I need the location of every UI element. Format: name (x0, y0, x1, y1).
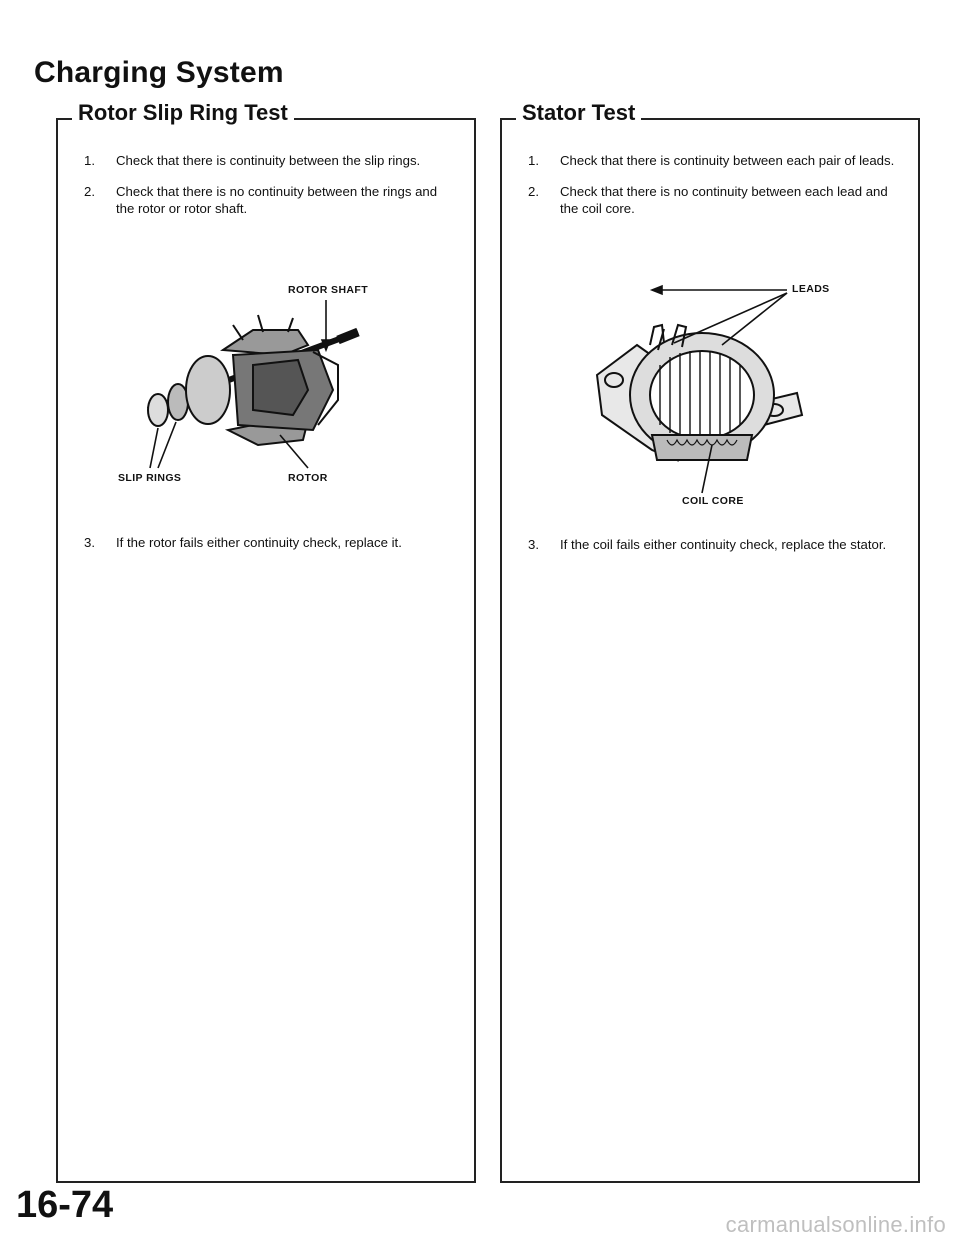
stator-test-panel (500, 100, 920, 1183)
stator-step-3 (528, 536, 900, 553)
rotor-step-2 (84, 183, 456, 217)
step-number: 3. (84, 535, 95, 550)
rotor-shaft-label: ROTOR SHAFT (288, 284, 369, 296)
rotor-step-3 (84, 534, 456, 551)
step-number: 2. (528, 184, 539, 199)
rotor-figure (58, 270, 474, 500)
stator-step-2 (528, 183, 900, 217)
stator-test-heading: Stator Test (516, 100, 641, 126)
stator-illustration (502, 275, 922, 515)
rotor-test-heading: Rotor Slip Ring Test (72, 100, 294, 126)
step-text: Check that there is no continuity between each lead and the coil core. (560, 184, 888, 216)
rotor-test-steps (58, 152, 474, 231)
page-title: Charging System (34, 56, 284, 89)
step-number: 1. (84, 153, 95, 168)
rotor-label: ROTOR (288, 472, 328, 484)
step-text: If the coil fails either continuity check, replace the stator. (560, 537, 887, 552)
step-number: 3. (528, 537, 539, 552)
step-number: 2. (84, 184, 95, 199)
stator-test-steps (502, 152, 918, 231)
stator-figure (502, 275, 918, 515)
watermark: carmanualsonline.info (725, 1212, 946, 1237)
slip-rings-label: SLIP RINGS (118, 472, 182, 484)
rotor-slip-ring-test-panel (56, 100, 476, 1183)
leads-label: LEADS (792, 283, 830, 295)
step-text: Check that there is continuity between each pair of leads. (560, 153, 895, 168)
rotor-step-1 (84, 152, 456, 169)
coil-core-label: COIL CORE (682, 495, 744, 507)
step-text: Check that there is continuity between the slip rings. (116, 153, 421, 168)
step-number: 1. (528, 153, 539, 168)
step-text: If the rotor fails either continuity check, replace it. (116, 535, 402, 550)
page-number: 16-74 (16, 1184, 114, 1226)
step-text: Check that there is no continuity between the rings and the rotor or rotor shaft. (116, 184, 438, 216)
rotor-illustration (58, 270, 478, 500)
stator-step-1 (528, 152, 900, 169)
